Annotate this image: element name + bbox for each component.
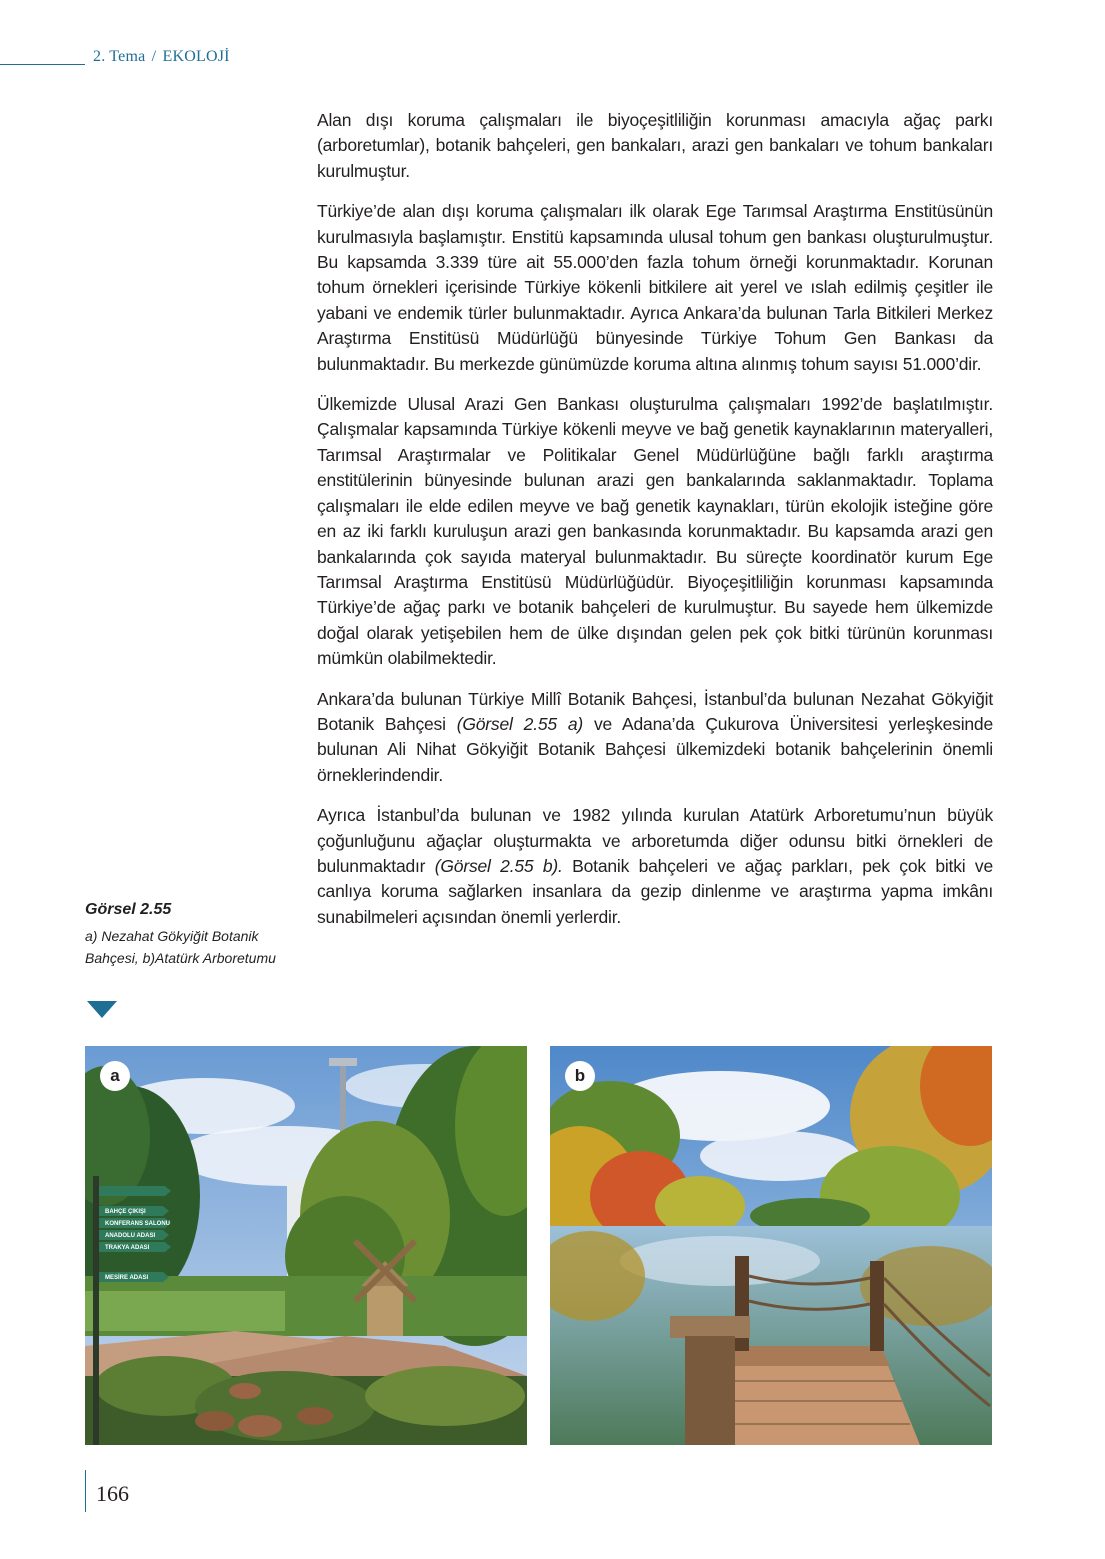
header-chapter: 2. Tema [93, 48, 146, 65]
photo-label-a: a [100, 1061, 130, 1091]
caption-title: Görsel 2.55 [85, 901, 172, 918]
paragraph-3: Ülkemizde Ulusal Arazi Gen Bankası oluşturulma çalışmaları 1992’de başlatılmıştır. Çalışmalar kapsamında Türkiye kökenli meyve ve bağ genetik kaynaklarının materyalleri, Tarımsal Araştırmalar ve Politikalar Genel Müdürlüğüne bağlı farklı araştırma enstitülerinin bünyesinde bulunan arazi gen bankalarında saklanmaktadır. Toplama çalışmaları ile elde edilen meyve ve bağ genetik kaynakları, türün ekolojik isteğine göre en az iki farklı kuruluşun arazi gen bankasında korunmaktadır. Bu kapsamda arazi gen bankalarında çok sayıda materyal bulunmaktadır. Bu süreçte koordinatör kurum Ege Tarımsal Araştırma Enstitüsü Müdürlüğüdür. Biyoçeşitliliğin korunması kapsamında Türkiye’de ağaç parkı ve botanik bahçeleri de kurulmuştur. Bu sayede hem ülkemizde doğal olarak yetişebilen hem de ülke dışından gelen pek çok bitki türünün korunması mümkün olabilmektedir. [317, 394, 993, 669]
caption-text: a) Nezahat Gökyiğit Botanik Bahçesi, b)Atatürk Arboretumu [85, 928, 276, 966]
figure-reference-a: (Görsel 2.55 a) [456, 713, 584, 734]
arboretum-illustration [550, 1046, 992, 1445]
sign-4-text: TRAKYA ADASI [105, 1245, 150, 1251]
photo-label-b: b [565, 1061, 595, 1091]
paragraph-2: Türkiye’de alan dışı koruma çalışmaları ilk olarak Ege Tarımsal Araştırma Enstitüsünün kurulmasıyla başlamıştır. Enstitü kapsamında ulusal tohum gen bankası oluşturulmuştur. Bu kapsamda 3.339 türe ait 55.000’den fazla tohum örneği korunmaktadır. Korunan tohum örnekleri içerisinde Türkiye kökenli bitkilere ait yerel ve ıslah edilmiş çeşitler ile yabani ve endemik türler bulunmaktadır. Ayrıca Ankara’da bulunan Tarla Bitkileri Merkez Araştırma Enstitüsü Müdürlüğü bünyesinde Türkiye Tohum Gen Bankası da bulunmaktadır. Bu merkezde günümüzde koruma altına alınmış tohum sayısı 51.000’dir. [317, 201, 993, 374]
sign-2-text: KONFERANS SALONU [105, 1221, 171, 1227]
paragraph-4 [317, 687, 993, 789]
sign-5-text: MESİRE ADASI [105, 1275, 149, 1281]
header-rule [0, 64, 85, 65]
photo-botanical-garden [85, 1046, 527, 1445]
running-header [93, 48, 230, 66]
page-number: 166 [96, 1481, 129, 1506]
figure-caption [85, 901, 285, 969]
paragraph-5 [317, 803, 993, 930]
photo-arboretum [550, 1046, 992, 1445]
paragraph-4-text-a: Ankara’da bulunan Türkiye Millî Botanik Bahçesi, İstanbul’da bulunan Nezahat Gökyiğit Botanik Bahçesi [317, 688, 993, 734]
header-separator: / [151, 48, 157, 65]
botanical-garden-illustration [85, 1046, 527, 1445]
paragraph-1: Alan dışı koruma çalışmaları ile biyoçeşitliliğin korunması amacıyla ağaç parkı (arboretumlar), botanik bahçeleri, gen bankaları, arazi gen bankaları ve tohum bankaları kurulmuştur. [317, 110, 993, 181]
header-topic: EKOLOJİ [162, 48, 230, 65]
paragraph-4-text-b: ve Adana’da Çukurova Üniversitesi yerleşkesinde bulunan Ali Nihat Gökyiğit Botanik Bahçesi ülkemizdeki botanik bahçelerinin önemli örneklerindendir. [317, 713, 993, 785]
footer-rule [85, 1470, 86, 1512]
caption-arrow-icon [87, 1001, 117, 1018]
paragraph-5-text-a: Ayrıca İstanbul’da bulunan ve 1982 yılında kurulan Atatürk Arboretumu’nun büyük çoğunluğunu ağaçlar oluşturmakta ve arboretumda diğer odunsu bitki örnekleri de bulunmaktadır [317, 805, 993, 876]
figure-reference-b: (Görsel 2.55 b). [434, 855, 563, 876]
sign-1-text: BAHÇE ÇIKIŞI [105, 1209, 146, 1215]
body-text [317, 108, 993, 945]
sign-post-1 [99, 1186, 171, 1196]
paragraph-5-text-b: Botanik bahçeleri ve ağaç parkları, pek çok bitki ve canlıya koruma sağlarken insanlara da gezip dinlenme ve araştırma yapma imkânı sunabilmeleri açısından önemli yerlerdir. [317, 855, 993, 927]
sign-3-text: ANADOLU ADASI [105, 1233, 156, 1239]
